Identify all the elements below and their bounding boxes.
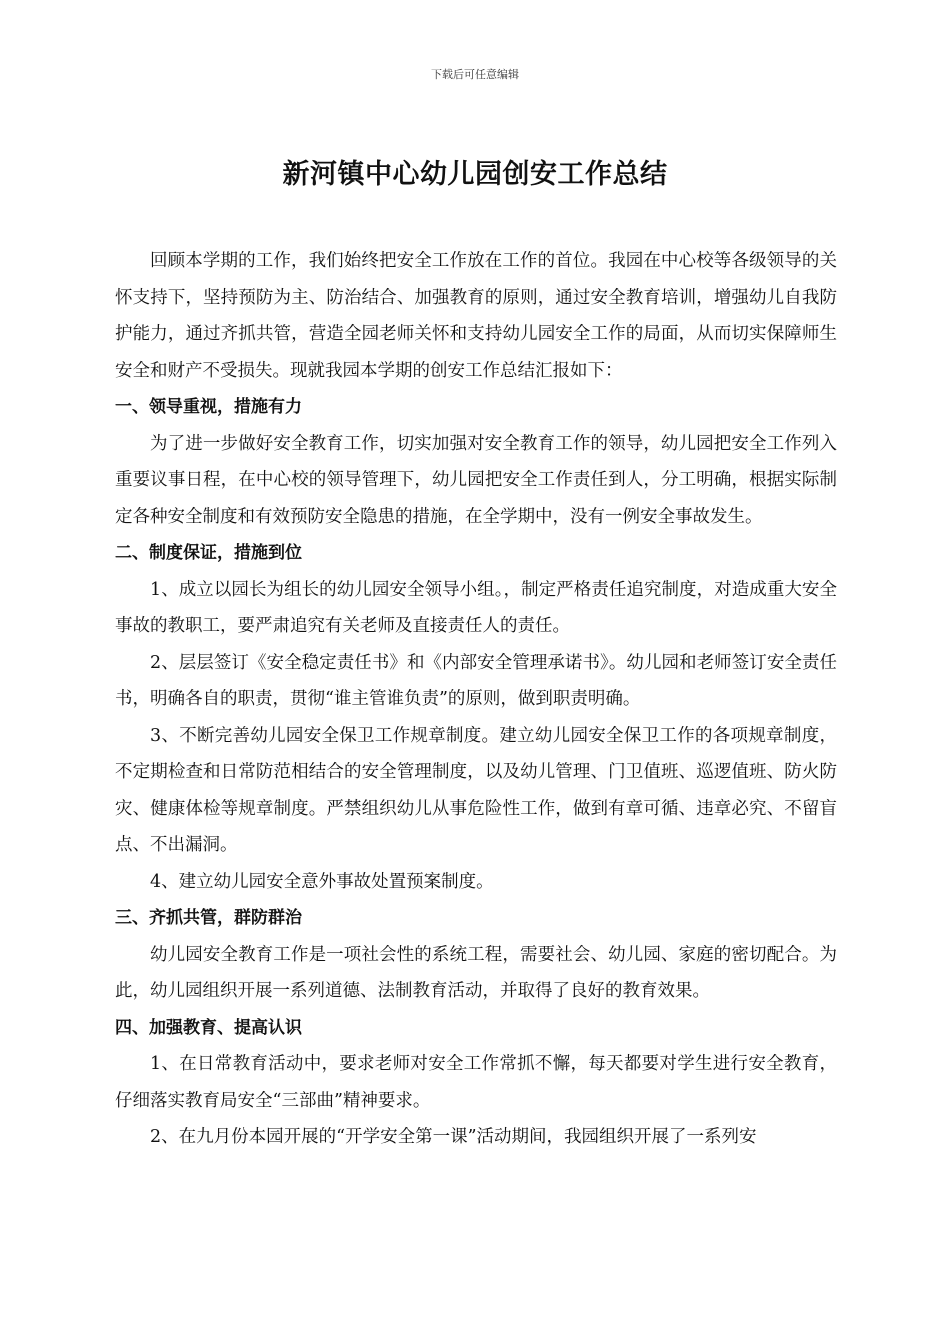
header-note: 下载后可任意编辑 xyxy=(431,68,519,81)
section-paragraph: 1、在日常教育活动中，要求老师对安全工作常抓不懈，每天都要对学生进行安全教育，仔细落实教育局安全“三部曲”精神要求。 xyxy=(115,1054,837,1111)
document-body xyxy=(115,243,837,1156)
intro-paragraph: 回顾本学期的工作，我们始终把安全工作放在工作的首位。我园在中心校等各级领导的关怀支持下，坚持预防为主、防治结合、加强教育的原则，通过安全教育培训，增强幼儿自我防护能力，通过齐抓共管，营造全园老师关怀和支持幼儿园安全工作的局面，从而切实保障师生安全和财产不受损失。现就我园本学期的创安工作总结汇报如下： xyxy=(115,251,837,381)
section-heading: 一、领导重视，措施有力 xyxy=(115,397,302,417)
section-2 xyxy=(115,535,837,900)
section-1 xyxy=(115,389,837,535)
section-heading: 四、加强教育、提高认识 xyxy=(115,1017,302,1038)
document-title: 新河镇中心幼儿园创安工作总结 xyxy=(282,159,668,190)
section-paragraph: 为了进一步做好安全教育工作，切实加强对安全教育工作的领导，幼儿园把安全工作列入重要议事日程，在中心校的领导管理下，幼儿园把安全工作责任到人，分工明确，根据实际制定各种安全制度和有效预防安全隐患的措施，在全学期中，没有一例安全事故发生。 xyxy=(115,433,837,527)
section-paragraph: 2、层层签订《安全稳定责任书》和《内部安全管理承诺书》。幼儿园和老师签订安全责任书，明确各自的职责，贯彻“谁主管谁负责”的原则，做到职责明确。 xyxy=(115,652,837,709)
section-heading: 三、齐抓共管，群防群治 xyxy=(115,908,302,928)
section-4 xyxy=(115,1010,837,1156)
section-3 xyxy=(115,900,837,1010)
section-heading: 二、制度保证，措施到位 xyxy=(115,543,302,563)
section-paragraph: 3、不断完善幼儿园安全保卫工作规章制度。建立幼儿园安全保卫工作的各项规章制度，不定期检查和日常防范相结合的安全管理制度，以及幼儿管理、门卫值班、巡逻值班、防火防灾、健康体检等规章制度。严禁组织幼儿从事危险性工作，做到有章可循、违章必究、不留盲点、不出漏洞。 xyxy=(115,725,837,855)
section-paragraph: 2、在九月份本园开展的“开学安全第一课”活动期间，我园组织开展了一系列安 xyxy=(150,1127,757,1147)
section-paragraph: 幼儿园安全教育工作是一项社会性的系统工程，需要社会、幼儿园、家庭的密切配合。为此，幼儿园组织开展一系列道德、法制教育活动，并取得了良好的教育效果。 xyxy=(115,944,837,1001)
section-paragraph: 4、建立幼儿园安全意外事故处置预案制度。 xyxy=(150,871,494,892)
section-paragraph: 1、成立以园长为组长的幼儿园安全领导小组。，制定严格责任追究制度，对造成重大安全事故的教职工，要严肃追究有关老师及直接责任人的责任。 xyxy=(115,579,837,636)
